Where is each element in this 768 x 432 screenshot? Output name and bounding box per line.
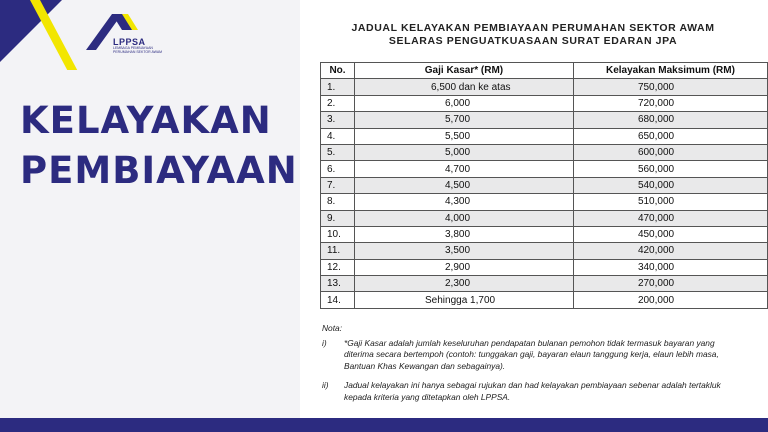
table-row [321, 276, 768, 292]
notes-label: Nota: [322, 323, 343, 333]
logo-text: LPPSA [113, 37, 146, 47]
left-panel [0, 0, 300, 432]
cell-gaji: 4,300 [355, 194, 574, 210]
cell-no: 8. [321, 194, 355, 210]
table-row [321, 161, 768, 177]
cell-gaji: 5,500 [355, 128, 574, 144]
cell-gaji: 6,000 [355, 95, 574, 111]
title-line-2: PEMBIAYAAN [20, 149, 298, 192]
table-row [321, 95, 768, 111]
cell-kelayakan: 680,000 [573, 112, 767, 128]
cell-kelayakan: 510,000 [573, 194, 767, 210]
page-title [20, 96, 298, 196]
cell-no: 4. [321, 128, 355, 144]
cell-no: 14. [321, 292, 355, 308]
cell-gaji: 4,000 [355, 210, 574, 226]
table-row [321, 259, 768, 275]
table-heading [318, 22, 748, 48]
note-text: Jadual kelayakan ini hanya sebagai rujukan dan had kelayakan pembiayaan sebenar adalah tertakluk kepada kriteria yang ditetapkan oleh LPPSA. [344, 380, 721, 402]
heading-line-1: JADUAL KELAYAKAN PEMBIAYAAN PERUMAHAN SEKTOR AWAM [351, 22, 715, 34]
table-row [321, 226, 768, 242]
logo-subtext: LEMBAGA PEMBIAYAAN PERUMAHAN SEKTOR AWAM [113, 46, 163, 54]
cell-gaji: 4,700 [355, 161, 574, 177]
cell-kelayakan: 420,000 [573, 243, 767, 259]
cell-kelayakan: 340,000 [573, 259, 767, 275]
note-marker: ii) [322, 380, 329, 390]
table-row [321, 112, 768, 128]
notes-section [322, 323, 742, 403]
table-row [321, 128, 768, 144]
cell-no: 6. [321, 161, 355, 177]
cell-no: 10. [321, 226, 355, 242]
note-marker: i) [322, 337, 327, 348]
table-row [321, 194, 768, 210]
cell-kelayakan: 450,000 [573, 226, 767, 242]
title-line-1: KELAYAKAN [20, 99, 272, 142]
cell-kelayakan: 650,000 [573, 128, 767, 144]
table-row [321, 144, 768, 160]
cell-kelayakan: 270,000 [573, 276, 767, 292]
table-row [321, 79, 768, 95]
cell-no: 11. [321, 243, 355, 259]
note-text: *Gaji Kasar adalah jumlah keseluruhan pendapatan bulanan pemohon tidak termasuk bayaran yang diterima secara bertempoh (contoh: tunggakan gaji, bayaran elaun tanggung kerja, elaun lebih masa, Bantuan Khas Kewangan dan sebagainya). [344, 337, 719, 371]
note-item [322, 338, 742, 373]
heading-line-2: SELARAS PENGUATKUASAAN SURAT EDARAN JPA [388, 35, 678, 47]
header-kelayakan: Kelayakan Maksimum (RM) [573, 63, 767, 79]
cell-gaji: 2,900 [355, 259, 574, 275]
cell-no: 3. [321, 112, 355, 128]
cell-gaji: 3,500 [355, 243, 574, 259]
cell-gaji: 5,000 [355, 144, 574, 160]
cell-kelayakan: 470,000 [573, 210, 767, 226]
header-gaji: Gaji Kasar* (RM) [355, 63, 574, 79]
cell-no: 9. [321, 210, 355, 226]
table-row [321, 292, 768, 308]
bottom-bar [0, 418, 768, 432]
cell-gaji: 6,500 dan ke atas [355, 79, 574, 95]
cell-kelayakan: 540,000 [573, 177, 767, 193]
cell-no: 5. [321, 144, 355, 160]
cell-kelayakan: 200,000 [573, 292, 767, 308]
eligibility-table [320, 62, 768, 309]
cell-kelayakan: 600,000 [573, 144, 767, 160]
cell-kelayakan: 750,000 [573, 79, 767, 95]
note-item [322, 380, 742, 403]
cell-kelayakan: 720,000 [573, 95, 767, 111]
cell-no: 12. [321, 259, 355, 275]
cell-gaji: 4,500 [355, 177, 574, 193]
cell-gaji: Sehingga 1,700 [355, 292, 574, 308]
table-row [321, 210, 768, 226]
cell-no: 2. [321, 95, 355, 111]
table-row [321, 177, 768, 193]
header-no: No. [321, 63, 355, 79]
cell-no: 7. [321, 177, 355, 193]
cell-no: 13. [321, 276, 355, 292]
cell-gaji: 3,800 [355, 226, 574, 242]
cell-no: 1. [321, 79, 355, 95]
cell-gaji: 2,300 [355, 276, 574, 292]
table-row [321, 243, 768, 259]
cell-gaji: 5,700 [355, 112, 574, 128]
cell-kelayakan: 560,000 [573, 161, 767, 177]
table-header-row [321, 63, 768, 79]
